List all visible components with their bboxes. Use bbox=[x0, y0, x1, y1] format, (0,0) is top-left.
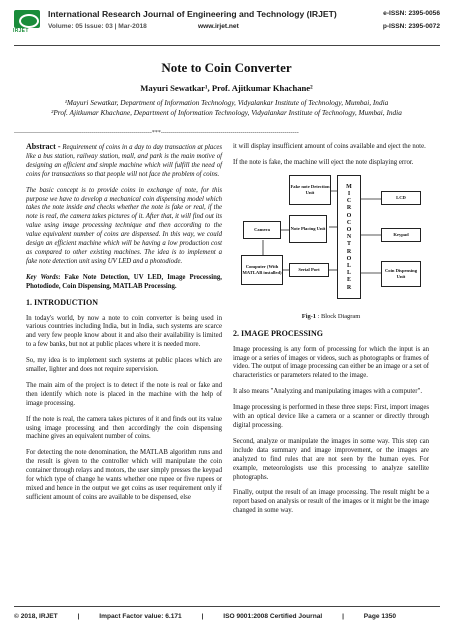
computer-block: Computer (With MATLAB installed) bbox=[241, 255, 283, 285]
p-issn: p-ISSN: 2395-0072 bbox=[382, 23, 440, 30]
note-placing-unit: Note Placing Unit bbox=[289, 215, 327, 243]
keywords bbox=[26, 274, 222, 292]
volume-line: Volume: 05 Issue: 03 | Mar-2018 bbox=[48, 23, 147, 30]
e-issn: e-ISSN: 2395-0056 bbox=[383, 10, 440, 17]
separator-line: ---------------------------------------------------------------------***--------------------------------------------------------------------- bbox=[14, 130, 299, 136]
paper-authors: Mayuri Sewatkar¹, Prof. Ajitkumar Khachane² bbox=[140, 83, 313, 93]
coin-dispensing-unit: Coin Dispensing Unit bbox=[381, 261, 421, 287]
logo-text: IRJET bbox=[13, 28, 29, 34]
keywords-text: : Fake Note Detection, UV LED, Image Processing, Photodiode, Coin Dispensing, MATLAB Processing. bbox=[26, 273, 222, 290]
intro-p4: If the note is real, the camera takes pictures of it and finds out its value using image processing and then accordingly the coin dispensing machine gives an equivalent number of coins. bbox=[26, 415, 222, 441]
right-p7: Finally, output the result of an image processing. The result might be a report based on analysis or result of the images or it might be the image changed in some way. bbox=[233, 489, 429, 515]
figure-caption-text: : Block Diagram bbox=[316, 312, 361, 320]
intro-p5: For detecting the note denomination, the MATLAB algorithm runs and the result is given to the controller which will manipulate the coin container through relays and motors, the user simply presses the keypad for which type of change he wants whether one rupee or five rupees or mixed and hence in the output we get coins as user requirement only if sufficient amount of coins are available to be dispensed, else bbox=[26, 449, 222, 501]
abstract-text-1: Requirement of coins in a day to day transaction at places like a bus station, railway station, mall, and park is the main motive of designing an efficient and simple machine which will fulfill the need of coins for transactions so that people will not face the problem of coins. bbox=[26, 144, 222, 178]
affiliations bbox=[20, 98, 433, 118]
right-p4: It also means "Analyzing and manipulating images with a computer". bbox=[233, 388, 423, 396]
intro-p3: The main aim of the project is to detect if the note is real or fake and then identify which note is placed in the machine with the help of image processing. bbox=[26, 381, 222, 407]
right-p6: Second, analyze or manipulate the images in some way. This step can include data summary and image improvement, or the images are analyzed to find rules that are not seen by the human eyes. For example, meteorologists use this processing to analyze satellite photographs. bbox=[233, 437, 429, 481]
header-rule bbox=[14, 45, 440, 46]
block-diagram bbox=[233, 175, 429, 305]
microcontroller-label: M I C R O C O N T R O L L E R bbox=[346, 183, 352, 291]
serial-port-block: Serial Port bbox=[289, 263, 329, 277]
footer-impact: Impact Factor value: 6.171 bbox=[99, 613, 182, 620]
intro-p1: In today's world, by now a note to coin converter is being used in various countries including India, but in India, such systems are scarce and very few people know about it and also their availability is limited to a few banks, but not at public places where it is needed more. bbox=[26, 314, 222, 349]
footer-iso: ISO 9001:2008 Certified Journal bbox=[223, 613, 323, 620]
footer-sep-3: | bbox=[342, 613, 344, 620]
abstract-p2: The basic concept is to provide coins in exchange of note, for this purpose we have to develop a mechanical coin dispensing model which takes the note inside and checks whether the note is fake or real, if the note is real, the camera takes pictures of it. After that, it will find out its value using image processing technique and then according to the value equivalent number of coins are dispensed. In this way, we could design an efficient machine which will be having a low production cost as compared to other existing machines. The idea is to implement a fake note detection unit using UV LED and a photodiode. bbox=[26, 186, 222, 265]
affiliation-1: ¹Mayuri Sewatkar, Department of Information Technology, Vidyalankar Institute of Technology, Mumbai, India bbox=[64, 98, 389, 107]
right-column bbox=[233, 143, 429, 523]
irjet-logo bbox=[14, 10, 44, 34]
right-p2: If the note is fake, the machine will eject the note displaying error. bbox=[233, 158, 414, 166]
abstract-p1 bbox=[26, 143, 222, 180]
affiliation-2: ²Prof. Ajitkumar Khachane, Department of Information Technology, Vidyalankar Institute of Technology, Mumbai, India bbox=[51, 108, 402, 117]
fake-note-detection-unit: Fake note Detection Unit bbox=[289, 175, 331, 205]
left-column bbox=[26, 143, 222, 510]
journal-website: www.irjet.net bbox=[198, 23, 239, 30]
microcontroller-block bbox=[337, 175, 361, 299]
footer-sep-1: | bbox=[77, 613, 80, 620]
footer-rule bbox=[14, 606, 440, 607]
keywords-label: Key Words bbox=[26, 273, 59, 281]
right-p1: it will display insufficient amount of coins available and eject the note. bbox=[233, 143, 426, 150]
keypad-block: Keypad bbox=[381, 228, 421, 242]
intro-p2: So, my idea is to implement such systems at public places which are smaller, lighter and does not require supervision. bbox=[26, 357, 222, 374]
footer-copyright: © 2018, IRJET bbox=[14, 613, 58, 620]
journal-header bbox=[14, 8, 440, 44]
abstract-label: Abstract - bbox=[26, 142, 61, 151]
lcd-block: LCD bbox=[381, 191, 421, 205]
camera-block: Camera bbox=[243, 221, 281, 239]
paper-title: Note to Coin Converter bbox=[161, 60, 292, 75]
journal-title: International Research Journal of Engineering and Technology (IRJET) bbox=[48, 9, 337, 19]
right-p3: Image processing is any form of processing for which the input is an image or a series of images or videos, such as photographs or frames of video. The output of image processing can either be an image or a set of characteristics or parameters related to the image. bbox=[233, 345, 429, 380]
figure-label: Fig-1 bbox=[301, 312, 316, 320]
logo-icon bbox=[14, 10, 40, 28]
figure-caption bbox=[233, 313, 429, 322]
footer-page: Page 1350 bbox=[363, 613, 397, 620]
footer-sep-2: | bbox=[201, 613, 204, 620]
right-p5: Image processing is performed in these three steps: First, import images with an optical device like a camera or a scanner or directly through digital processing. bbox=[233, 404, 429, 429]
section-heading-image-processing: 2. IMAGE PROCESSING bbox=[233, 328, 324, 338]
section-heading-introduction: 1. INTRODUCTION bbox=[26, 297, 99, 307]
page-footer bbox=[14, 613, 440, 620]
